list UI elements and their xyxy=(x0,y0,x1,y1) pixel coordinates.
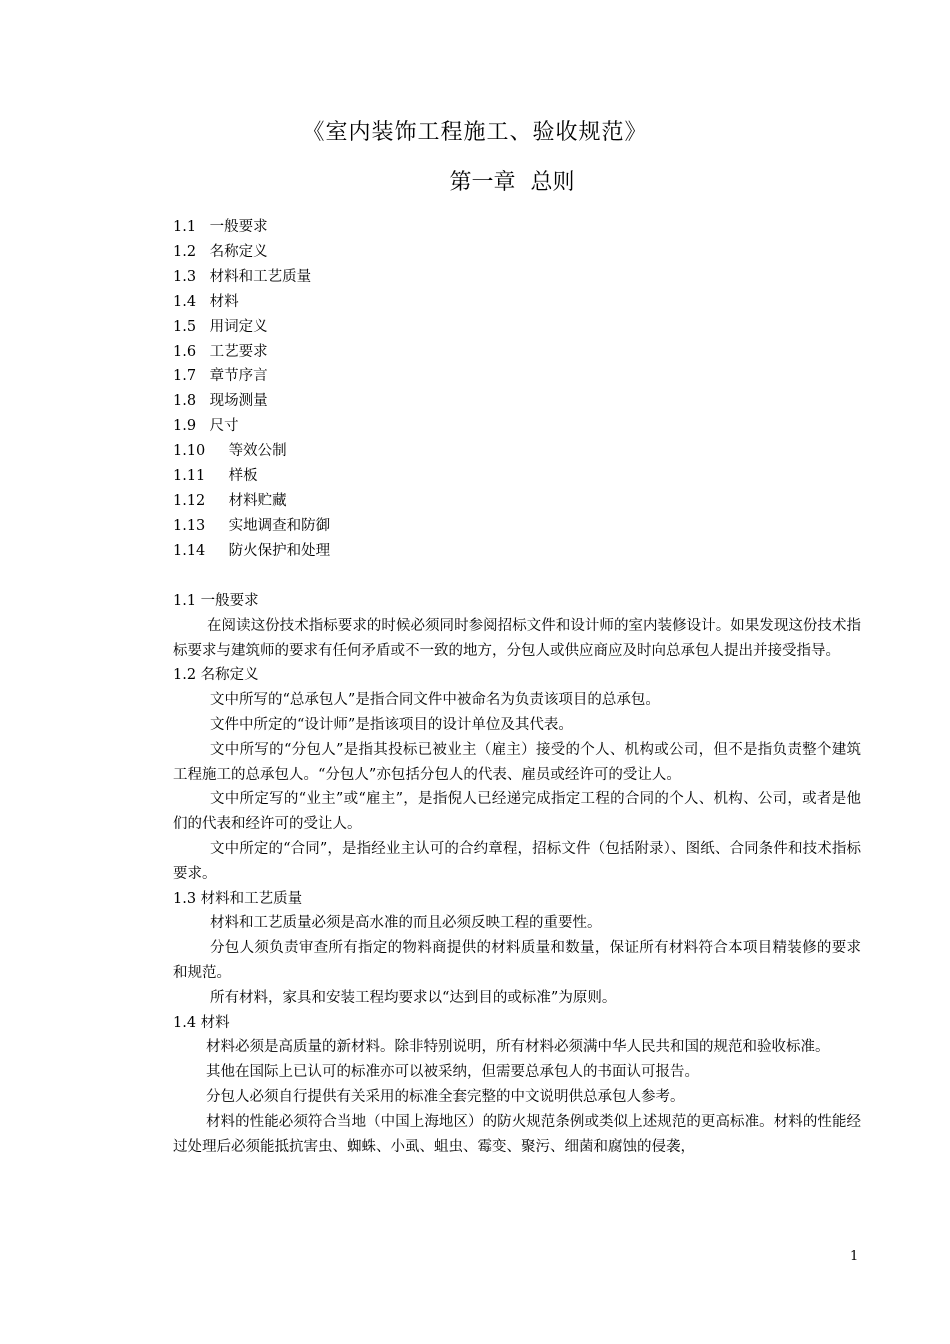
toc-item-number: 1.7 xyxy=(173,368,197,385)
document-title: 《室内装饰工程施工、验收规范》 xyxy=(302,120,648,145)
toc-item-number: 1.3 xyxy=(173,268,197,285)
toc-item-label: 防火保护和处理 xyxy=(228,542,331,559)
toc-item xyxy=(173,240,330,265)
paragraph: 分包人必须自行提供有关采用的标准全套完整的中文说明供总承包人参考。 xyxy=(206,1088,685,1105)
toc-item xyxy=(173,265,330,290)
toc-item-number: 1.13 xyxy=(173,517,206,534)
toc-item-number: 1.4 xyxy=(173,293,197,310)
toc-item-label: 一般要求 xyxy=(209,219,268,235)
toc-item-label: 尺寸 xyxy=(209,418,239,435)
paragraph: 分包人须负责审查所有指定的物料商提供的材料质量和数量，保证所有材料符合本项目精装修的要求和规范。 xyxy=(173,940,861,981)
toc-item-label: 样板 xyxy=(228,468,258,485)
paragraph: 文中所写的“总承包人”是指合同文件中被命名为负责该项目的总承包。 xyxy=(210,692,660,709)
toc-item-label: 实地调查和防御 xyxy=(228,517,331,534)
paragraph: 材料必须是高质量的新材料。除非特别说明，所有材料必须满中华人民共和国的规范和验收标准。 xyxy=(206,1039,830,1056)
toc-item-label: 用词定义 xyxy=(209,318,268,335)
paragraph: 文中所定的“合同”，是指经业主认可的合约章程，招标文件（包括附录）、图纸、合同条件和技术指标要求。 xyxy=(173,840,861,882)
toc-item-label: 章节序言 xyxy=(209,368,268,385)
document-body xyxy=(173,589,861,1159)
toc-item-number: 1.5 xyxy=(173,318,197,335)
toc-item xyxy=(173,389,330,414)
toc-item xyxy=(173,290,330,315)
toc-item xyxy=(173,414,330,439)
section-heading-1-3: 1.3 材料和工艺质量 xyxy=(173,890,303,907)
section-heading-1-2: 1.2 名称定义 xyxy=(173,667,259,684)
toc-item xyxy=(173,215,330,240)
toc-item-label: 材料贮藏 xyxy=(228,492,287,509)
toc-item-number: 1.1 xyxy=(173,219,197,235)
toc-item-label: 材料 xyxy=(209,293,239,310)
toc-item-label: 等效公制 xyxy=(228,443,287,460)
toc-item xyxy=(173,340,330,365)
toc-item xyxy=(173,439,330,464)
toc-item-number: 1.12 xyxy=(173,492,206,509)
toc-item xyxy=(173,364,330,389)
toc-item-label: 现场测量 xyxy=(209,393,268,410)
toc-item xyxy=(173,315,330,340)
section-heading-1-1: 1.1 一般要求 xyxy=(173,593,259,609)
paragraph: 文中所定写的“业主”或“雇主”，是指倪人已经递完成指定工程的合同的个人、机构、公司，或者是他们的代表和经许可的受让人。 xyxy=(173,791,861,833)
toc-item-label: 材料和工艺质量 xyxy=(209,268,312,285)
toc-item-number: 1.9 xyxy=(173,418,197,435)
toc-item-number: 1.6 xyxy=(173,343,197,360)
paragraph: 其他在国际上已认可的标准亦可以被采纳，但需要总承包人的书面认可报告。 xyxy=(206,1064,699,1081)
toc-item xyxy=(173,539,330,564)
toc-item xyxy=(173,489,330,514)
paragraph: 材料和工艺质量必须是高水准的而且必须反映工程的重要性。 xyxy=(210,915,602,932)
toc-item-label: 名称定义 xyxy=(209,243,268,260)
paragraph: 所有材料，家具和安装工程均要求以“达到目的或标准”为原则。 xyxy=(210,989,617,1006)
table-of-contents xyxy=(173,215,330,564)
chapter-title: 第一章 总则 xyxy=(449,170,575,195)
paragraph: 文件中所定的“设计师”是指该项目的设计单位及其代表。 xyxy=(210,716,573,733)
toc-item-label: 工艺要求 xyxy=(209,343,268,360)
toc-item-number: 1.11 xyxy=(173,468,206,485)
toc-item-number: 1.14 xyxy=(173,542,206,559)
toc-item-number: 1.8 xyxy=(173,393,197,410)
paragraph: 材料的性能必须符合当地（中国上海地区）的防火规范条例或类似上述规范的更高标准。材料的性能经过处理后必须能抵抗害虫、蜘蛛、小虱、蛆虫、霉变、聚污、细菌和腐蚀的侵袭， xyxy=(173,1113,861,1155)
toc-item xyxy=(173,464,330,489)
paragraph: 文中所写的“分包人”是指其投标已被业主（雇主）接受的个人、机构或公司，但不是指负责整个建筑工程施工的总承包人。“分包人”亦包括分包人的代表、雇员或经许可的受让人。 xyxy=(173,741,861,783)
toc-item-number: 1.10 xyxy=(173,443,206,460)
toc-item-number: 1.2 xyxy=(173,243,197,260)
toc-item xyxy=(173,514,330,539)
paragraph: 在阅读这份技术指标要求的时候必须同时参阅招标文件和设计师的室内装修设计。如果发现这份技术指标要求与建筑师的要求有任何矛盾或不一致的地方，分包人或供应商应及时向总承包人提出并接受指导。 xyxy=(173,617,861,659)
page-number: 1 xyxy=(850,1249,859,1264)
section-heading-1-4: 1.4 材料 xyxy=(173,1014,230,1031)
